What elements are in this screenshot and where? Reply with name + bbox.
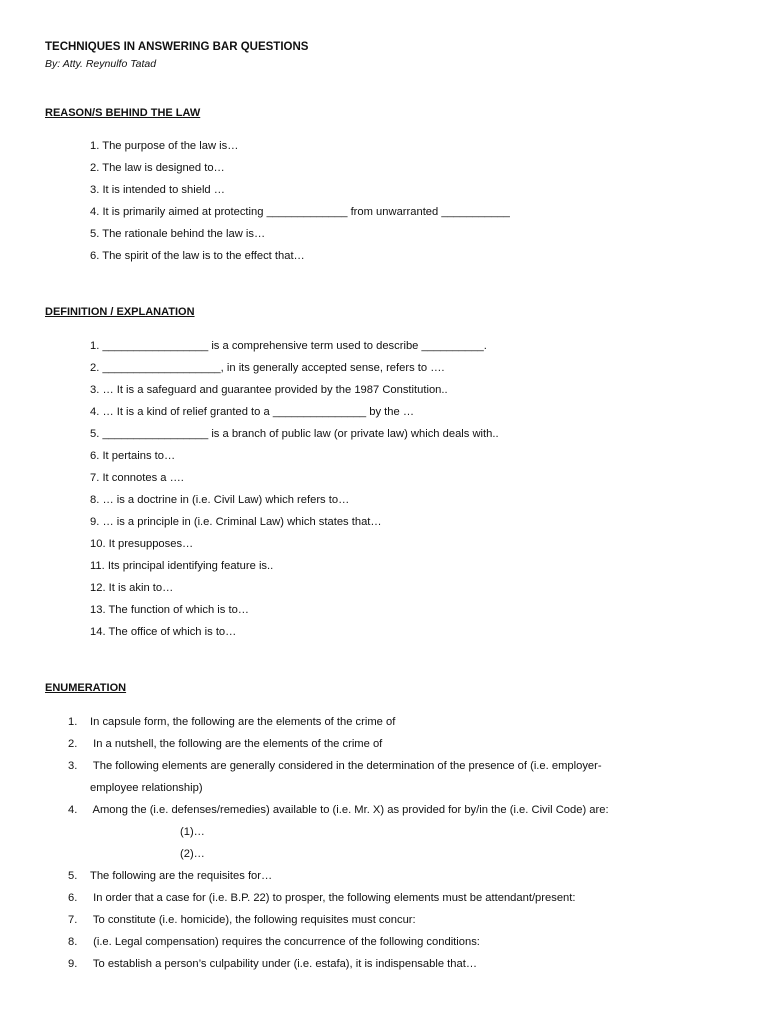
sub-item: (1)… — [180, 826, 205, 838]
list-item: 6. The spirit of the law is to the effect that… — [90, 250, 305, 262]
list-item: The following elements are generally considered in the determination of the presence of (i.e. employer- — [90, 760, 602, 772]
sub-item: (2)… — [180, 848, 205, 860]
list-item: 4. It is primarily aimed at protecting _____________ from unwarranted ___________ — [90, 206, 510, 218]
list-item: 8. … is a doctrine in (i.e. Civil Law) which refers to… — [90, 494, 350, 506]
list-item: 4. … It is a kind of relief granted to a _______________ by the … — [90, 406, 415, 418]
list-number: 1. — [68, 716, 78, 728]
list-item: To constitute (i.e. homicide), the following requisites must concur: — [90, 914, 416, 926]
list-item: (i.e. Legal compensation) requires the concurrence of the following conditions: — [90, 936, 480, 948]
document-author: By: Atty. Reynulfo Tatad — [45, 58, 157, 70]
list-item: 9. … is a principle in (i.e. Criminal Law) which states that… — [90, 516, 382, 528]
list-item: 7. It connotes a …. — [90, 472, 184, 484]
list-number: 8. — [68, 936, 78, 948]
list-item: To establish a person’s culpability under (i.e. estafa), it is indispensable that… — [90, 958, 478, 970]
list-item: 6. It pertains to… — [90, 450, 176, 462]
list-item: 10. It presupposes… — [90, 538, 194, 550]
list-number: 3. — [68, 760, 78, 772]
section-heading-reasons: REASON/S BEHIND THE LAW — [45, 107, 201, 119]
list-item: In capsule form, the following are the elements of the crime of — [90, 716, 396, 728]
list-number: 9. — [68, 958, 78, 970]
list-item: 3. … It is a safeguard and guarantee provided by the 1987 Constitution.. — [90, 384, 448, 396]
list-item: 13. The function of which is to… — [90, 604, 249, 616]
section-heading-enumeration: ENUMERATION — [45, 682, 127, 694]
list-item: 11. Its principal identifying feature is.. — [90, 560, 274, 572]
list-item: 5. The rationale behind the law is… — [90, 228, 266, 240]
list-item: Among the (i.e. defenses/remedies) available to (i.e. Mr. X) as provided for by/in the (i.e. Civil Code) are: — [90, 804, 609, 816]
list-number: 5. — [68, 870, 78, 882]
list-number: 6. — [68, 892, 78, 904]
document-title: TECHNIQUES IN ANSWERING BAR QUESTIONS — [45, 41, 309, 53]
list-number: 2. — [68, 738, 78, 750]
list-item: 5. _________________ is a branch of public law (or private law) which deals with.. — [90, 428, 499, 440]
list-item: In a nutshell, the following are the elements of the crime of — [90, 738, 383, 750]
list-item: 1. The purpose of the law is… — [90, 140, 239, 152]
list-item: 3. It is intended to shield … — [90, 184, 225, 196]
list-item: 14. The office of which is to… — [90, 626, 237, 638]
list-item: 12. It is akin to… — [90, 582, 174, 594]
section-heading-definition: DEFINITION / EXPLANATION — [45, 306, 195, 318]
list-item: 2. ___________________, in its generally accepted sense, refers to …. — [90, 362, 445, 374]
list-item: 1. _________________ is a comprehensive term used to describe __________. — [90, 340, 487, 352]
list-item: In order that a case for (i.e. B.P. 22) to prosper, the following elements must be attendant/present: — [90, 892, 576, 904]
list-item: 2. The law is designed to… — [90, 162, 225, 174]
list-number: 4. — [68, 804, 78, 816]
list-number: 7. — [68, 914, 78, 926]
list-item: The following are the requisites for… — [90, 870, 273, 882]
list-item-continuation: employee relationship) — [90, 782, 203, 794]
